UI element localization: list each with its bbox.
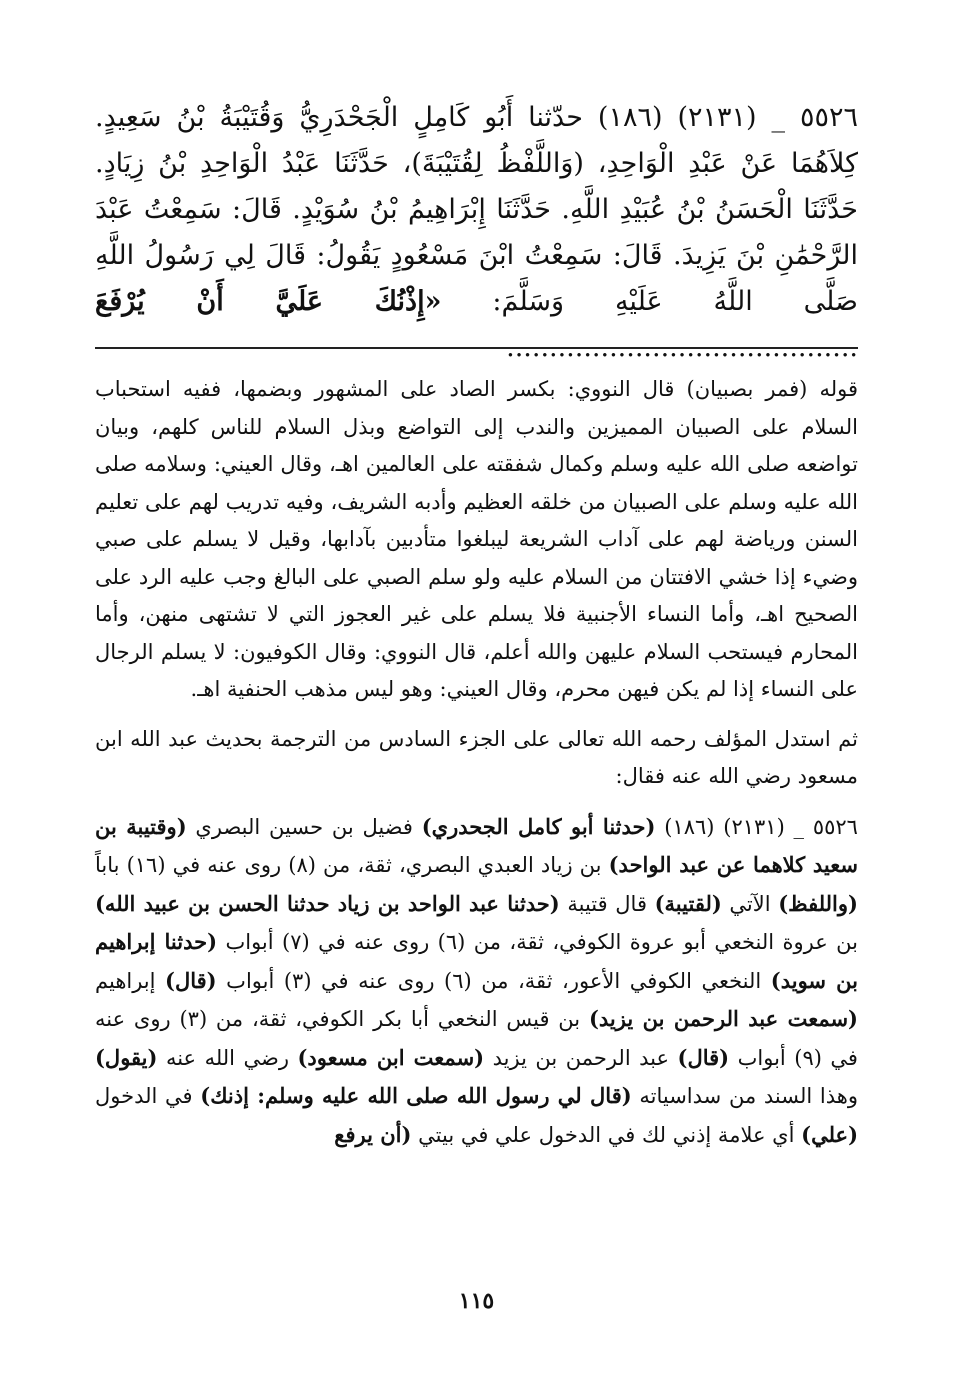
- commentary-paragraph-3: [95, 808, 858, 1155]
- comm-bold: (علي): [801, 1121, 858, 1147]
- comm-text: إبراهيم: [95, 968, 156, 993]
- comm-text: أي علامة إذني لك في الدخول علي في بيتي: [418, 1122, 795, 1147]
- comm-bold: (قال): [677, 1044, 730, 1070]
- comm-text: رضي الله عنه: [165, 1045, 289, 1070]
- commentary-paragraph-1: قوله (فمر بصبيان) قال النووي: بكسر الصاد على المشهور وبضمها، ففيه استحباب السلام على الصبيان المميزين والندب إلى التواضع وبذل السلام للناس كلهم، وبيان تواضعه صلى الله عليه وسلم وكمال شفقته على العالمين اهـ، وقال العيني: وسلامه صلى الله عليه وسلم على الصبيان من خلقه العظيم وأدبه الشريف، وفيه تدريب لهم على تعليم السنن ورياضة لهم على آداب الشريعة ليبلغوا متأدبين بآدابها، وقيل لا يسلم على صبي وضيء إذا خشي الافتتان من السلام عليه ولو سلم الصبي على البالغ وجب عليه الرد على الصحيح اهـ، وأما النساء الأجنبية فلا يسلم على غير العجوز التي لا تشتهى منهن، وأما المحارم فيستحب السلام عليهن والله أعلم، قال النووي: وقال الكوفيون: لا يسلم الرجال على النساء إذا لم يكن فيهن محرم، وقال العيني: وهو ليس مذهب الحنفية اهـ.: [95, 377, 858, 701]
- comm-text: ٥٥٢٦ _ (٢١٣١) (١٨٦): [664, 814, 858, 839]
- comm-text: قال قتيبة: [567, 891, 647, 916]
- comm-bold: (سمعت عبد الرحمن بن يزيد): [588, 1006, 858, 1031]
- comm-bold: (حدثنا أبو كامل الجحدري): [421, 813, 656, 839]
- comm-bold: (أن يرفع: [334, 1121, 412, 1147]
- comm-bold: (واللفظ): [778, 890, 858, 916]
- comm-bold: (سمعت ابن مسعود): [297, 1044, 485, 1070]
- page-number: ١١٥: [458, 1288, 495, 1314]
- comm-text: بن زياد العبدي البصري، ثقة، من (٨) روى عنه في (١٦) باباً: [95, 853, 602, 877]
- comm-bold: (حدثنا إبراهيم بن سويد): [95, 929, 859, 993]
- comm-bold: (قال لي رسول الله صلى الله عليه وسلم: إذنك): [200, 1083, 632, 1108]
- comm-bold: (وقتيبة بن سعيد كلاهما عن عبد الواحد): [95, 813, 858, 877]
- commentary-block: [95, 371, 858, 1154]
- commentary-paragraph-2: ثم استدل المؤلف رحمه الله تعالى على الجزء السادس من الترجمة بحديث عبد الله ابن مسعود رضي الله عنه فقال:: [95, 726, 858, 788]
- continuation-dots: .........................................: [506, 332, 858, 363]
- comm-text: النخعي الكوفي الأعور، ثقة، من (٦) روى عنه في (٣) أبواب: [226, 968, 762, 993]
- hadith-number: ٥٥٢٦ _ (٢١٣١) (١٨٦): [597, 102, 858, 133]
- comm-text: بن عروة النخعي أبو عروة الكوفي، ثقة، من (٦) روى عنه في (٧) أبواب: [225, 930, 858, 954]
- comm-bold: (حدثنا عبد الواحد بن زياد حدثنا الحسن بن عبيد الله): [95, 890, 560, 916]
- comm-text: وهذا السند من سداسياته: [639, 1084, 858, 1108]
- comm-bold: (لقتيبة): [654, 890, 722, 916]
- hadith-text-block: [95, 95, 858, 363]
- comm-text: في الدخول: [95, 1084, 193, 1108]
- comm-bold: (قال): [165, 967, 217, 993]
- comm-text: بن قيس النخعي أبا بكر الكوفي، ثقة، من (٣) روى عنه في (٩) أبواب: [95, 1007, 858, 1070]
- hadith-body: حدّثنا أَبُو كَامِلٍ الْجَحْدَرِيُّ وَقُتَيْبَةُ بْنُ سَعِيدٍ. كِلاَهُمَا عَنْ عَبْدِ الْوَاحِدِ، (وَاللَّفْظُ لِقُتَيْبَةَ)، حَدَّثَنَا عَبْدُ الْوَاحِدِ بْنُ زِيَادٍ. حَدَّثَنَا الْحَسَنُ بْنُ عُبَيْدِ اللَّهِ. حَدَّثَنَا إِبْرَاهِيمُ بْنُ سُوَيْدٍ. قَالَ: سَمِعْتُ عَبْدَ الرَّحْمَٰنِ بْنَ يَزِيدَ. قَالَ: سَمِعْتُ ابْنَ مَسْعُودٍ يَقُولُ: قَالَ لِي رَسُولُ اللَّهِ صَلَّى اللَّهُ عَلَيْهِ وَسَلَّمَ:: [95, 102, 858, 317]
- comm-text: عبد الرحمن بن يزيد: [492, 1045, 670, 1070]
- comm-bold: (يقول): [95, 1044, 158, 1070]
- comm-text: الآتي: [729, 891, 771, 916]
- comm-text: فضيل بن حسين البصري: [195, 814, 413, 839]
- hadith-ending: «إِذْنُكَ عَلَيَّ أَنْ يُرْفَعَ: [95, 286, 442, 317]
